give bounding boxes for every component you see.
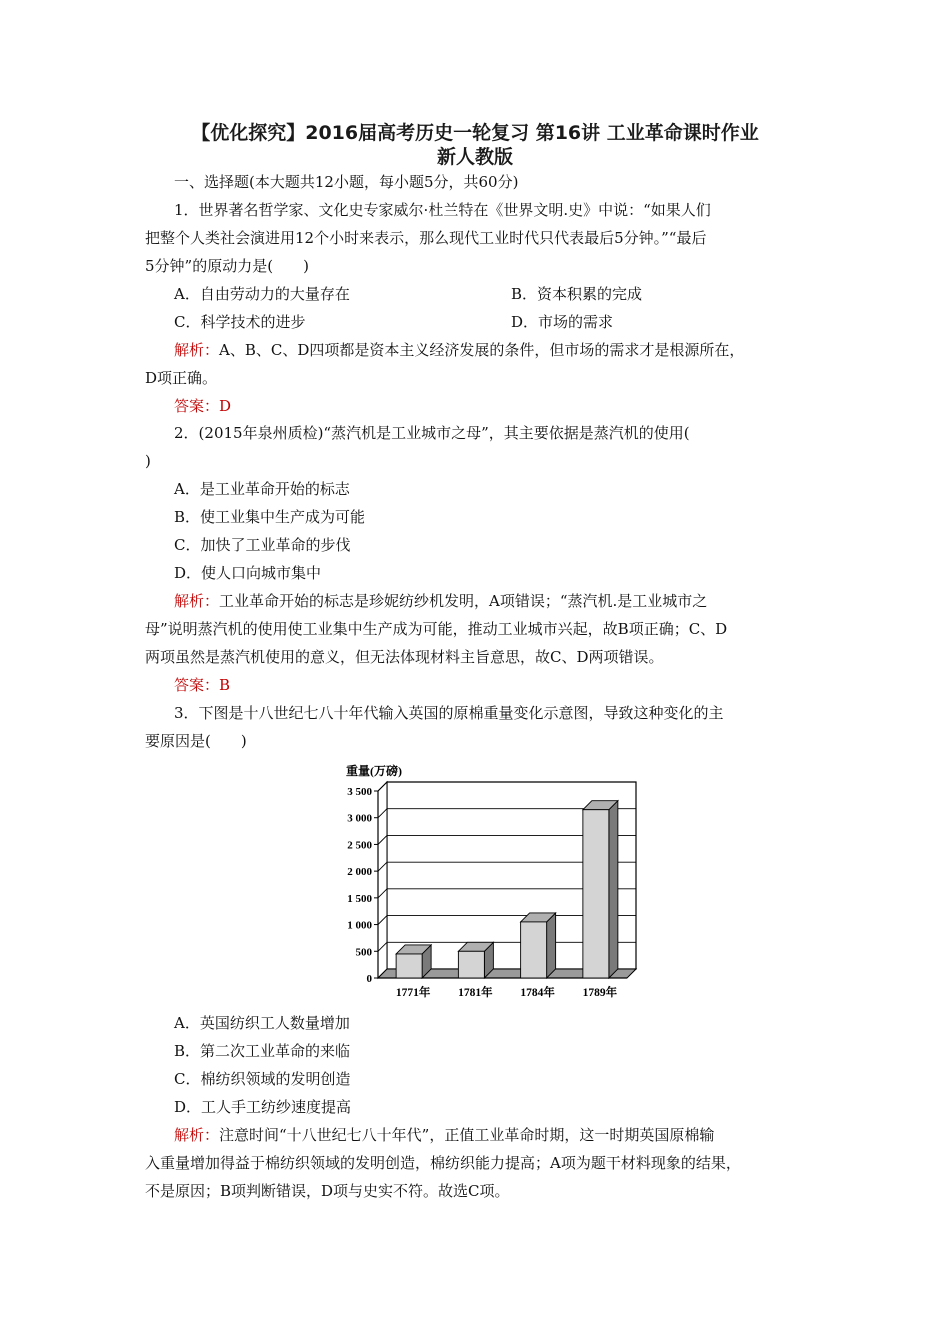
x-tick-label: 1771年 — [395, 987, 431, 999]
q2-option-b: B．使工业集中生产成为可能 — [174, 508, 366, 526]
y-tick-label: 2 000 — [347, 866, 372, 879]
y-axis-label: 重量(万磅) — [346, 764, 402, 778]
q1-stem-line1: 1．世界著名哲学家、文化史专家威尔·杜兰特在《世界文明.史》中说：“如果人们 — [174, 201, 711, 219]
doc-title-line1: 【优化探究】2016届高考历史一轮复习 第16讲 工业革命课时作业 — [191, 122, 759, 144]
q3-analysis-line3: 不是原因；B项判断错误，D项与史实不符。故选C项。 — [145, 1182, 510, 1200]
q1-analysis-text: A、B、C、D四项都是资本主义经济发展的条件，但市场的需求才是根源所在， — [219, 341, 745, 359]
q2-analysis-text: 工业革命开始的标志是珍妮纺纱机发明，A项错误；“蒸汽机.是工业城市之 — [219, 592, 708, 610]
x-tick-label: 1784年 — [520, 987, 555, 999]
q2-analysis-line1 — [174, 591, 707, 611]
y-tick-label: 1 500 — [347, 892, 372, 905]
q1-option-b: B．资本积累的完成 — [511, 285, 643, 303]
q3-option-c: C．棉纺织领域的发明创造 — [174, 1070, 351, 1088]
y-tick-label: 500 — [355, 946, 372, 959]
chart-side-wall — [378, 782, 387, 978]
q2-stem-line2: ) — [145, 452, 151, 470]
y-tick-label: 3 500 — [347, 786, 372, 798]
q1-analysis-label: 解析： — [174, 341, 220, 359]
q1-stem-line2: 把整个人类社会演进用12个小时来表示，那么现代工业时代只代表最后5分钟。”“最后 — [145, 229, 707, 247]
bar — [521, 922, 547, 978]
cotton-import-chart — [330, 758, 650, 1003]
q1-answer: 答案：D — [174, 397, 232, 415]
q1-option-a: A．自由劳动力的大量存在 — [174, 285, 350, 303]
q2-option-d: D．使人口向城市集中 — [174, 564, 322, 582]
q1-stem-line3: 5分钟”的原动力是( ) — [145, 257, 309, 275]
bar-side — [547, 913, 556, 978]
q3-option-a: A．英国纺织工人数量增加 — [174, 1014, 350, 1032]
q1-option-c: C．科学技术的进步 — [174, 313, 306, 331]
q1-option-d: D．市场的需求 — [511, 313, 614, 331]
q3-stem-line2: 要原因是( ) — [145, 732, 247, 750]
bar-side — [609, 801, 618, 978]
q3-analysis-label: 解析： — [174, 1126, 220, 1144]
q3-option-b: B．第二次工业革命的来临 — [174, 1042, 351, 1060]
q3-option-d: D．工人手工纺纱速度提高 — [174, 1098, 352, 1116]
q3-analysis-text: 注意时间“十八世纪七八十年代”，正值工业革命时期，这一时期英国原棉输 — [219, 1126, 715, 1144]
q3-stem-line1: 3．下图是十八世纪七八十年代输入英国的原棉重量变化示意图，导致这种变化的主 — [174, 704, 724, 722]
x-tick-label: 1789年 — [582, 987, 618, 999]
section-heading: 一、选择题(本大题共12小题，每小题5分，共60分) — [174, 173, 519, 191]
q1-analysis-line1 — [174, 340, 744, 360]
q2-analysis-line2: 母”说明蒸汽机的使用使工业集中生产成为可能，推动工业城市兴起，故B项正确；C、D — [145, 620, 728, 638]
y-tick-label: 3 000 — [347, 812, 372, 825]
bar — [396, 954, 422, 978]
q2-option-a: A．是工业革命开始的标志 — [174, 480, 350, 498]
q2-analysis-line3: 两项虽然是蒸汽机使用的意义，但无法体现材料主旨意思，故C、D两项错误。 — [145, 648, 664, 666]
y-tick-label: 2 500 — [347, 839, 372, 852]
q2-option-c: C．加快了工业革命的步伐 — [174, 536, 351, 554]
y-tick-label: 0 — [366, 973, 372, 985]
q2-answer: 答案：B — [174, 676, 231, 694]
bar — [458, 951, 484, 978]
bar — [583, 810, 609, 978]
x-tick-label: 1781年 — [458, 987, 493, 999]
q2-stem-line1: 2．(2015年泉州质检)“蒸汽机是工业城市之母”，其主要依据是蒸汽机的使用( — [174, 424, 690, 442]
q1-analysis-line2: D项正确。 — [145, 369, 218, 387]
y-tick-label: 1 000 — [347, 919, 372, 932]
q3-analysis-line1 — [174, 1125, 714, 1145]
q2-analysis-label: 解析： — [174, 592, 220, 610]
doc-title-line2: 新人教版 — [436, 146, 513, 168]
q3-analysis-line2: 入重量增加得益于棉纺织领域的发明创造，棉纺织能力提高；A项为题干材料现象的结果， — [145, 1154, 741, 1172]
